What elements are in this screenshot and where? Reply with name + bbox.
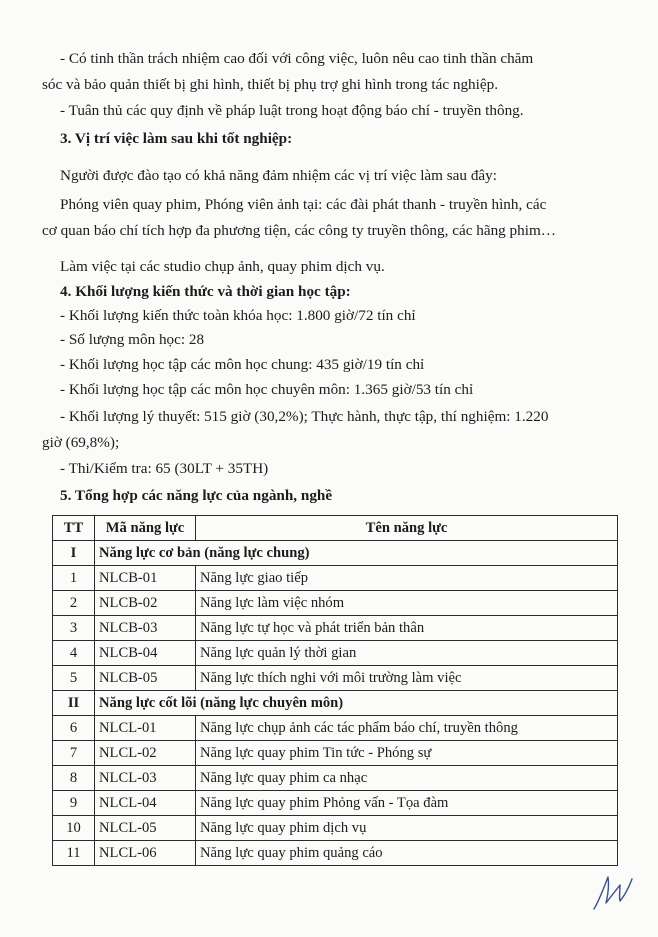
row-code: NLCL-02 — [95, 741, 196, 766]
group-number: II — [53, 691, 95, 716]
table-row — [53, 741, 618, 766]
signature-initials — [590, 873, 636, 913]
row-name: Năng lực làm việc nhóm — [196, 591, 618, 616]
header-code: Mã năng lực — [95, 516, 196, 541]
section-4-exam: - Thi/Kiểm tra: 65 (30LT + 35TH) — [60, 460, 269, 477]
row-code: NLCB-04 — [95, 641, 196, 666]
row-tt: 4 — [53, 641, 95, 666]
row-name: Năng lực thích nghi với môi trường làm việc — [196, 666, 618, 691]
section-5-heading: 5. Tổng hợp các năng lực của ngành, nghề — [60, 487, 333, 504]
row-tt: 5 — [53, 666, 95, 691]
row-code: NLCL-01 — [95, 716, 196, 741]
group-title: Năng lực cốt lõi (năng lực chuyên môn) — [95, 691, 618, 716]
table-row — [53, 566, 618, 591]
row-code: NLCB-03 — [95, 616, 196, 641]
row-tt: 11 — [53, 841, 95, 866]
section-4-item: - Số lượng môn học: 28 — [60, 331, 205, 348]
table-row — [53, 666, 618, 691]
table-row — [53, 616, 618, 641]
row-code: NLCB-05 — [95, 666, 196, 691]
row-code: NLCL-03 — [95, 766, 196, 791]
group-row — [53, 541, 618, 566]
section-4-theory-line-1: - Khối lượng lý thuyết: 515 giờ (30,2%); Thực hành, thực tập, thí nghiệm: 1.220 — [60, 408, 549, 425]
section-4-item: - Khối lượng học tập các môn học chuyên môn: 1.365 giờ/53 tín chỉ — [60, 381, 474, 398]
group-number: I — [53, 541, 95, 566]
section-4-heading: 4. Khối lượng kiến thức và thời gian học tập: — [60, 283, 351, 300]
row-name: Năng lực quay phim Phỏng vấn - Tọa đàm — [196, 791, 618, 816]
intro-line-1: - Có tinh thần trách nhiệm cao đối với công việc, luôn nêu cao tinh thần chăm — [60, 50, 534, 67]
section-3-paragraph-2-line-2: cơ quan báo chí tích hợp đa phương tiện, các công ty truyền thông, các hãng phim… — [42, 222, 556, 239]
row-name: Năng lực quay phim dịch vụ — [196, 816, 618, 841]
row-name: Năng lực chụp ảnh các tác phẩm báo chí, truyền thông — [196, 716, 618, 741]
intro-line-2: sóc và bảo quản thiết bị ghi hình, thiết bị phụ trợ ghi hình trong tác nghiệp. — [42, 76, 498, 93]
table-row — [53, 766, 618, 791]
section-3-heading: 3. Vị trí việc làm sau khi tốt nghiệp: — [60, 130, 293, 147]
table-row — [53, 591, 618, 616]
row-tt: 10 — [53, 816, 95, 841]
row-name: Năng lực giao tiếp — [196, 566, 618, 591]
section-3-paragraph-1: Người được đào tạo có khả năng đảm nhiệm các vị trí việc làm sau đây: — [60, 167, 497, 184]
row-code: NLCL-06 — [95, 841, 196, 866]
section-4-theory-line-2: giờ (69,8%); — [42, 434, 120, 451]
row-name: Năng lực quay phim Tin tức - Phóng sự — [196, 741, 618, 766]
competency-table — [52, 515, 618, 866]
row-tt: 7 — [53, 741, 95, 766]
section-3-paragraph-2-line-1: Phóng viên quay phim, Phóng viên ảnh tại: các đài phát thanh - truyền hình, các — [60, 196, 547, 213]
row-code: NLCB-01 — [95, 566, 196, 591]
row-tt: 8 — [53, 766, 95, 791]
row-tt: 9 — [53, 791, 95, 816]
table-row — [53, 841, 618, 866]
row-tt: 3 — [53, 616, 95, 641]
row-tt: 6 — [53, 716, 95, 741]
row-code: NLCB-02 — [95, 591, 196, 616]
section-4-item: - Khối lượng kiến thức toàn khóa học: 1.800 giờ/72 tín chỉ — [60, 307, 416, 324]
table-row — [53, 791, 618, 816]
group-row — [53, 691, 618, 716]
table-header-row — [53, 516, 618, 541]
row-name: Năng lực quay phim quảng cáo — [196, 841, 618, 866]
header-tt: TT — [53, 516, 95, 541]
section-4-item: - Khối lượng học tập các môn học chung: 435 giờ/19 tín chỉ — [60, 356, 425, 373]
group-title: Năng lực cơ bản (năng lực chung) — [95, 541, 618, 566]
row-tt: 1 — [53, 566, 95, 591]
row-code: NLCL-05 — [95, 816, 196, 841]
row-code: NLCL-04 — [95, 791, 196, 816]
row-name: Năng lực quản lý thời gian — [196, 641, 618, 666]
row-name: Năng lực tự học và phát triển bản thân — [196, 616, 618, 641]
row-tt: 2 — [53, 591, 95, 616]
intro-line-3: - Tuân thủ các quy định về pháp luật trong hoạt động báo chí - truyền thông. — [60, 102, 524, 119]
table-row — [53, 816, 618, 841]
row-name: Năng lực quay phim ca nhạc — [196, 766, 618, 791]
section-3-paragraph-3: Làm việc tại các studio chụp ảnh, quay phim dịch vụ. — [60, 258, 385, 275]
table-row — [53, 716, 618, 741]
header-name: Tên năng lực — [196, 516, 618, 541]
table-row — [53, 641, 618, 666]
